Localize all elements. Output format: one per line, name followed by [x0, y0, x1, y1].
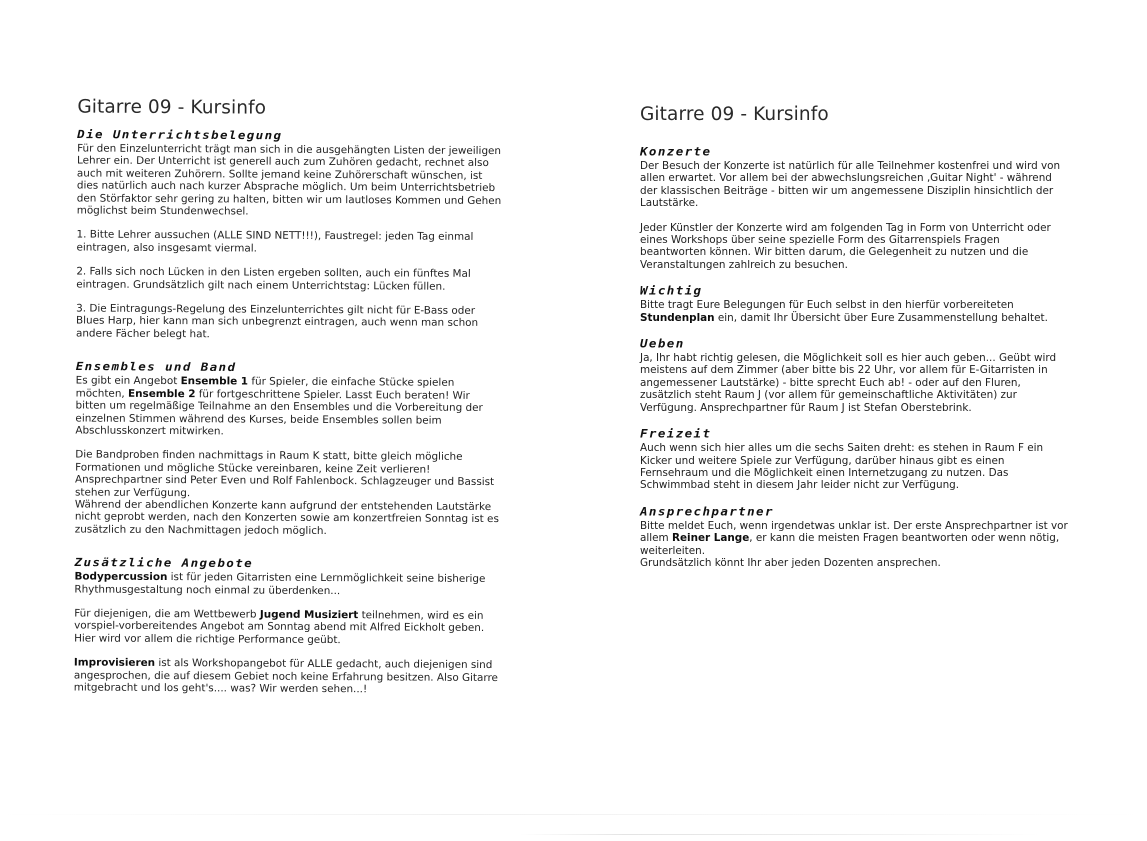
heading-unterrichtsbelegung: Die Unterrichtsbelegung [77, 127, 283, 142]
heading-wichtig: Wichtig [640, 284, 703, 298]
reiner-lange-label: Reiner Lange [671, 532, 750, 545]
freizeit-paragraph: Auch wenn sich hier alles um die sechs Saiten dreht: es stehen in Raum F ein Kicker und weitere Spiele zur Verfügung, darüber hinaus gibt es einen Fernsehraum und die Möglichkeit einen Internetzugang zu nutzen. Das Schwimmbad steht in diesem Jahr leider nicht zur Verfügung. [640, 442, 1044, 492]
unterricht-rule-3: 3. Die Eintragungs-Regelung des Einzelunterrichtes gilt nicht für E-Bass oder Blues Harp, hier kann man sich unbegrenzt eintragen, auch wenn man schon andere Fächer belegt hat. [75, 302, 479, 341]
ensemble-1-label: Ensemble 1 [180, 375, 249, 388]
scan-artifact-line-2 [0, 814, 1147, 815]
ueben-paragraph: Ja, Ihr habt richtig gelesen, die Möglichkeit soll es hier auch geben... Geübt wird meistens auf dem Zimmer (aber bitte bis 22 Uhr, vor allem für E-Gitarristen in angemessener Lautstärke) - bitte sprecht Euch ab! - oder auf den Fluren, zusätzlich steht Raum J (vor allem für gemeinschaftliche Aktivitäten) zur Verfügung. Ansprechpartner für Raum J ist Stefan Oberstebrink. [640, 352, 1057, 414]
heading-zusaetzliche-angebote: Zusätzliche Angebote [74, 555, 254, 570]
konzert-lautstaerke-paragraph: Während der abendlichen Konzerte kann aufgrund der entstehenden Lautstärke nicht geprobt werden, nach den Konzerten sowie am konzertfreien Sonntag ist es zusätzlich zu den Nachmittagen jedoch möglich. [74, 498, 499, 537]
right-column [640, 104, 1068, 569]
konzerte-paragraph-2: Jeder Künstler der Konzerte wird am folgenden Tag in Form von Unterricht oder eines Workshops über seine spezielle Form des Gitarrenspiels Fragen beantworten können. Wir bitten darum, die Gelegenheit zu nutzen und die Veranstaltungen zahlreich zu besuchen. [640, 221, 1051, 271]
wichtig-paragraph: Bitte tragt Eure Belegungen für Euch selbst in den hierfür vorbereiteten Stundenplan ein, damit Ihr Übersicht über Eure Zusammenstellung behaltet. [640, 299, 1048, 324]
heading-freizeit: Freizeit [640, 426, 712, 441]
konzerte-paragraph-1: Der Besuch der Konzerte ist natürlich für alle Teilnehmer kostenfrei und wird von allen erwartet. Vor allem bei der abwechslungsreichen ‚Guitar Night' - während der klassischen Beiträge - bitten wir um angemessene Disziplin hinsichtlich der Lautstärke. [640, 160, 1061, 210]
scan-artifact-line [520, 834, 1040, 835]
ensembles-paragraph: Es gibt ein Angebot Ensemble 1 für Spieler, die einfache Stücke spielen möchten, Ensemble 2 für fortgeschrittene Spieler. Lasst Euch beraten! Wir bitten um regelmäßige Teilnahme an den Ensembles und die Vorbereitung der einzelnen Stimmen während des Kurses, beide Ensembles sollen beim Abschlusskonzert mitwirken. [75, 374, 483, 438]
improvisieren-label: Improvisieren [73, 656, 156, 670]
ensemble-2-label: Ensemble 2 [127, 387, 196, 400]
bodypercussion-label: Bodypercussion [74, 570, 168, 584]
right-page [573, 0, 1147, 841]
right-page-title: Gitarre 09 - Kursinfo [640, 104, 829, 125]
left-page-title: Gitarre 09 - Kursinfo [77, 96, 267, 119]
jugend-musiziert-label: Jugend Musiziert [259, 608, 359, 622]
stundenplan-label: Stundenplan [640, 311, 715, 324]
bandproben-paragraph: Die Bandproben finden nachmittags in Raum K statt, bitte gleich mögliche Formationen und mögliche Stücke vereinbaren, keine Zeit verlieren! Ansprechpartner sind Peter Even und Rolf Fahlenbock. Schlagzeuger und Bassist stehen zur Verfügung. [74, 448, 495, 499]
unterricht-rule-2: 2. Falls sich noch Lücken in den Listen ergeben sollten, auch ein fünftes Mal eintragen. Grundsätzlich gilt nach einem Unterrichtstag: Lücken füllen. [76, 265, 471, 293]
left-column [74, 96, 506, 696]
unterricht-intro: Für den Einzelunterricht trägt man sich in die ausgehängten Listen der jeweiligen Lehrer ein. Der Unterricht ist generell auch zum Zuhören gedacht, rechnet also auch mit weiteren Zuhörern. Sollte jemand keine Zuhörerschaft wünschen, ist dies natürlich auch nach kurzer Absprache möglich. Um beim Unterrichtsbetrieb den Störfaktor sehr gering zu halten, bitten wir um lautloses Kommen und Gehen möglichst beim Stundenwechsel. [76, 142, 502, 218]
jugend-musiziert-paragraph: Für diejenigen, die am Wettbewerb Jugend Musiziert teilnehmen, wird es ein vorspiel-vorbereitendes Angebot am Sonntag abend mit Alfred Eickholt geben. Hier wird vor allem die richtige Performance geübt. [74, 607, 485, 646]
ansprechpartner-paragraph-1: Bitte meldet Euch, wenn irgendetwas unklar ist. Der erste Ansprechpartner ist vor allem Reiner Lange, er kann die meisten Fragen beantworten oder wenn nötig, weiterleiten. [640, 519, 1068, 557]
heading-konzerte: Konzerte [640, 144, 712, 159]
ansprechpartner-paragraph-2: Grundsätzlich könnt Ihr aber jeden Dozenten ansprechen. [640, 556, 941, 569]
unterricht-rule-1: 1. Bitte Lehrer aussuchen (ALLE SIND NETT!!!), Faustregel: jeden Tag einmal eintragen, also insgesamt viermal. [76, 228, 474, 255]
heading-ensembles-und-band: Ensembles und Band [75, 359, 237, 374]
bodypercussion-paragraph: Bodypercussion ist für jeden Gitarristen eine Lernmöglichkeit seine bisherige Rhythmusgestaltung noch einmal zu überdenken... [74, 570, 486, 597]
left-page [0, 0, 560, 841]
heading-ansprechpartner: Ansprechpartner [640, 504, 774, 518]
heading-ueben: Ueben [640, 336, 685, 351]
improvisieren-paragraph: Improvisieren ist als Workshopangebot für ALLE gedacht, auch diejenigen sind angesprochen, die auf diesem Gebiet noch keine Erfahrung besitzen. Also Gitarre mitgebracht und los geht's.... was? Wir werden sehen...! [73, 656, 498, 696]
